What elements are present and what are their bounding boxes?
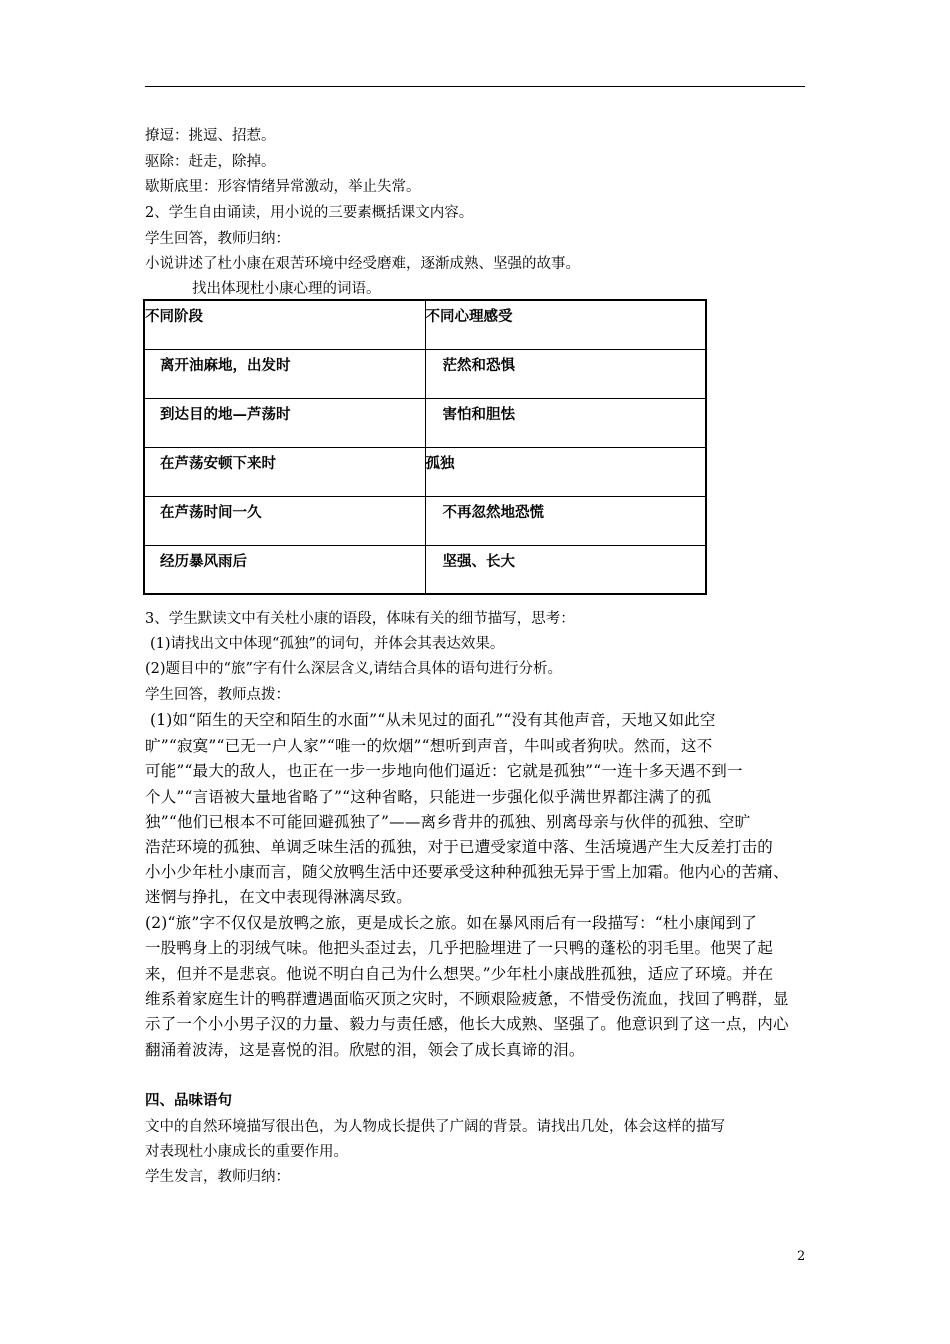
answer2-line: 维系着家庭生计的鸭群遭遇面临灭顶之灾时，不顾艰险疲惫，不惜受伤流血，找回了鸭群，显 (145, 990, 789, 1008)
table-row (144, 447, 706, 496)
task3-respond: 学生回答，教师点拨： (145, 687, 290, 703)
answer2-line: 示了一个小小男子汉的力量、毅力与责任感，他长大成熟、坚强了。他意识到了这一点，内心 (145, 1015, 789, 1033)
table-cell-feeling: 坚强、长大 (425, 545, 706, 594)
page-number: 2 (797, 1249, 806, 1264)
task3-question: 3、学生默读文中有关杜小康的语段，体味有关的细节描写，思考： (145, 611, 575, 627)
answer1-line: 独”“他们已根本不可能回避孤独了”——离乡背井的孤独、别离母亲与伙伴的孤独、空旷 (145, 813, 751, 831)
task3-q2: (2)题目中的“旅”字有什么深层含义,请结合具体的语句进行分析。 (145, 661, 562, 677)
table-row (144, 398, 706, 447)
table-cell-feeling: 茫然和恐惧 (425, 349, 706, 398)
table-header-row (144, 300, 706, 349)
answer1-line: 个人”“言语被大量地省略了”“这种省略，只能进一步强化似乎满世界都注满了的孤 (145, 788, 712, 806)
answer2-line: 翻涌着波涛，这是喜悦的泪。欣慰的泪，领会了成长真谛的泪。 (145, 1041, 585, 1059)
table-cell-feeling: 不再忽然地恐慌 (425, 496, 706, 545)
table-row (144, 545, 706, 594)
task2-summary: 小说讲述了杜小康在艰苦环境中经受磨难，逐渐成熟、坚强的故事。 (145, 256, 580, 272)
answer1-line: 小小少年杜小康而言，随父放鸭生活中还要承受这种种孤独无异于雪上加霜。他内心的苦痛、 (145, 863, 789, 881)
section4-line: 对表现杜小康成长的重要作用。 (145, 1144, 348, 1160)
task2-find-words: 找出体现杜小康心理的词语。 (192, 281, 381, 297)
table-cell-feeling: 孤独 (425, 447, 706, 496)
table-cell-stage: 在芦荡时间一久 (144, 496, 425, 545)
table-cell-stage: 离开油麻地，出发时 (144, 349, 425, 398)
answer2-line: 来，但并不是悲哀。他说不明白自己为什么想哭。”少年杜小康战胜孤独，适应了环境。并在 (145, 965, 774, 983)
answer2-line: 一股鸭身上的羽绒气味。他把头歪过去，几乎把脸埋进了一只鸭的蓬松的羽毛里。他哭了起 (145, 939, 774, 957)
header-rule (145, 86, 805, 87)
table-cell-stage: 经历暴风雨后 (144, 545, 425, 594)
vocab-line: 歇斯底里：形容情绪异常激动，举止失常。 (145, 179, 421, 195)
answer1-line: 可能”“最大的敌人，也正在一步一步地向他们逼近：它就是孤独”“一连十多天遇不到一 (145, 762, 743, 780)
section4-heading: 四、品味语句 (145, 1092, 232, 1109)
section4-respond: 学生发言，教师归纳： (145, 1169, 290, 1185)
answer1-line: 浩茫环境的孤独、单调乏味生活的孤独，对于已遭受家道中落、生活境遇产生大反差打击的 (145, 838, 774, 856)
table-row (144, 496, 706, 545)
vocab-line: 撩逗：挑逗、招惹。 (145, 128, 276, 144)
table-header-stage: 不同阶段 (144, 300, 425, 349)
answer2-line: (2)“旅”字不仅仅是放鸭之旅，更是成长之旅。如在暴风雨后有一段描写：“杜小康闻到了 (145, 914, 758, 932)
task2-question: 2、学生自由诵读，用小说的三要素概括课文内容。 (145, 205, 474, 221)
table-cell-stage: 在芦荡安顿下来时 (144, 447, 425, 496)
section4-line: 文中的自然环境描写很出色，为人物成长提供了广阔的背景。请找出几处，体会这样的描写 (145, 1119, 725, 1135)
answer1-line: (1)如“陌生的天空和陌生的水面”“从未见过的面孔”“没有其他声音，天地又如此空 (150, 711, 716, 729)
table-cell-stage: 到达目的地—芦荡时 (144, 398, 425, 447)
task2-respond: 学生回答，教师归纳： (145, 231, 290, 247)
answer1-line: 迷惘与挣扎，在文中表现得淋漓尽致。 (145, 888, 412, 906)
table-header-feeling: 不同心理感受 (425, 300, 706, 349)
table-row (144, 349, 706, 398)
task3-q1: (1)请找出文中体现“孤独”的词句，并体会其表达效果。 (150, 636, 505, 652)
table-cell-feeling: 害怕和胆怯 (425, 398, 706, 447)
answer1-line: 旷”“寂寞”“已无一户人家”“唯一的炊烟”“想听到声音，牛叫或者狗吠。然而，这不 (145, 737, 713, 755)
vocab-line: 驱除：赶走，除掉。 (145, 154, 276, 170)
psychology-table (143, 299, 707, 595)
